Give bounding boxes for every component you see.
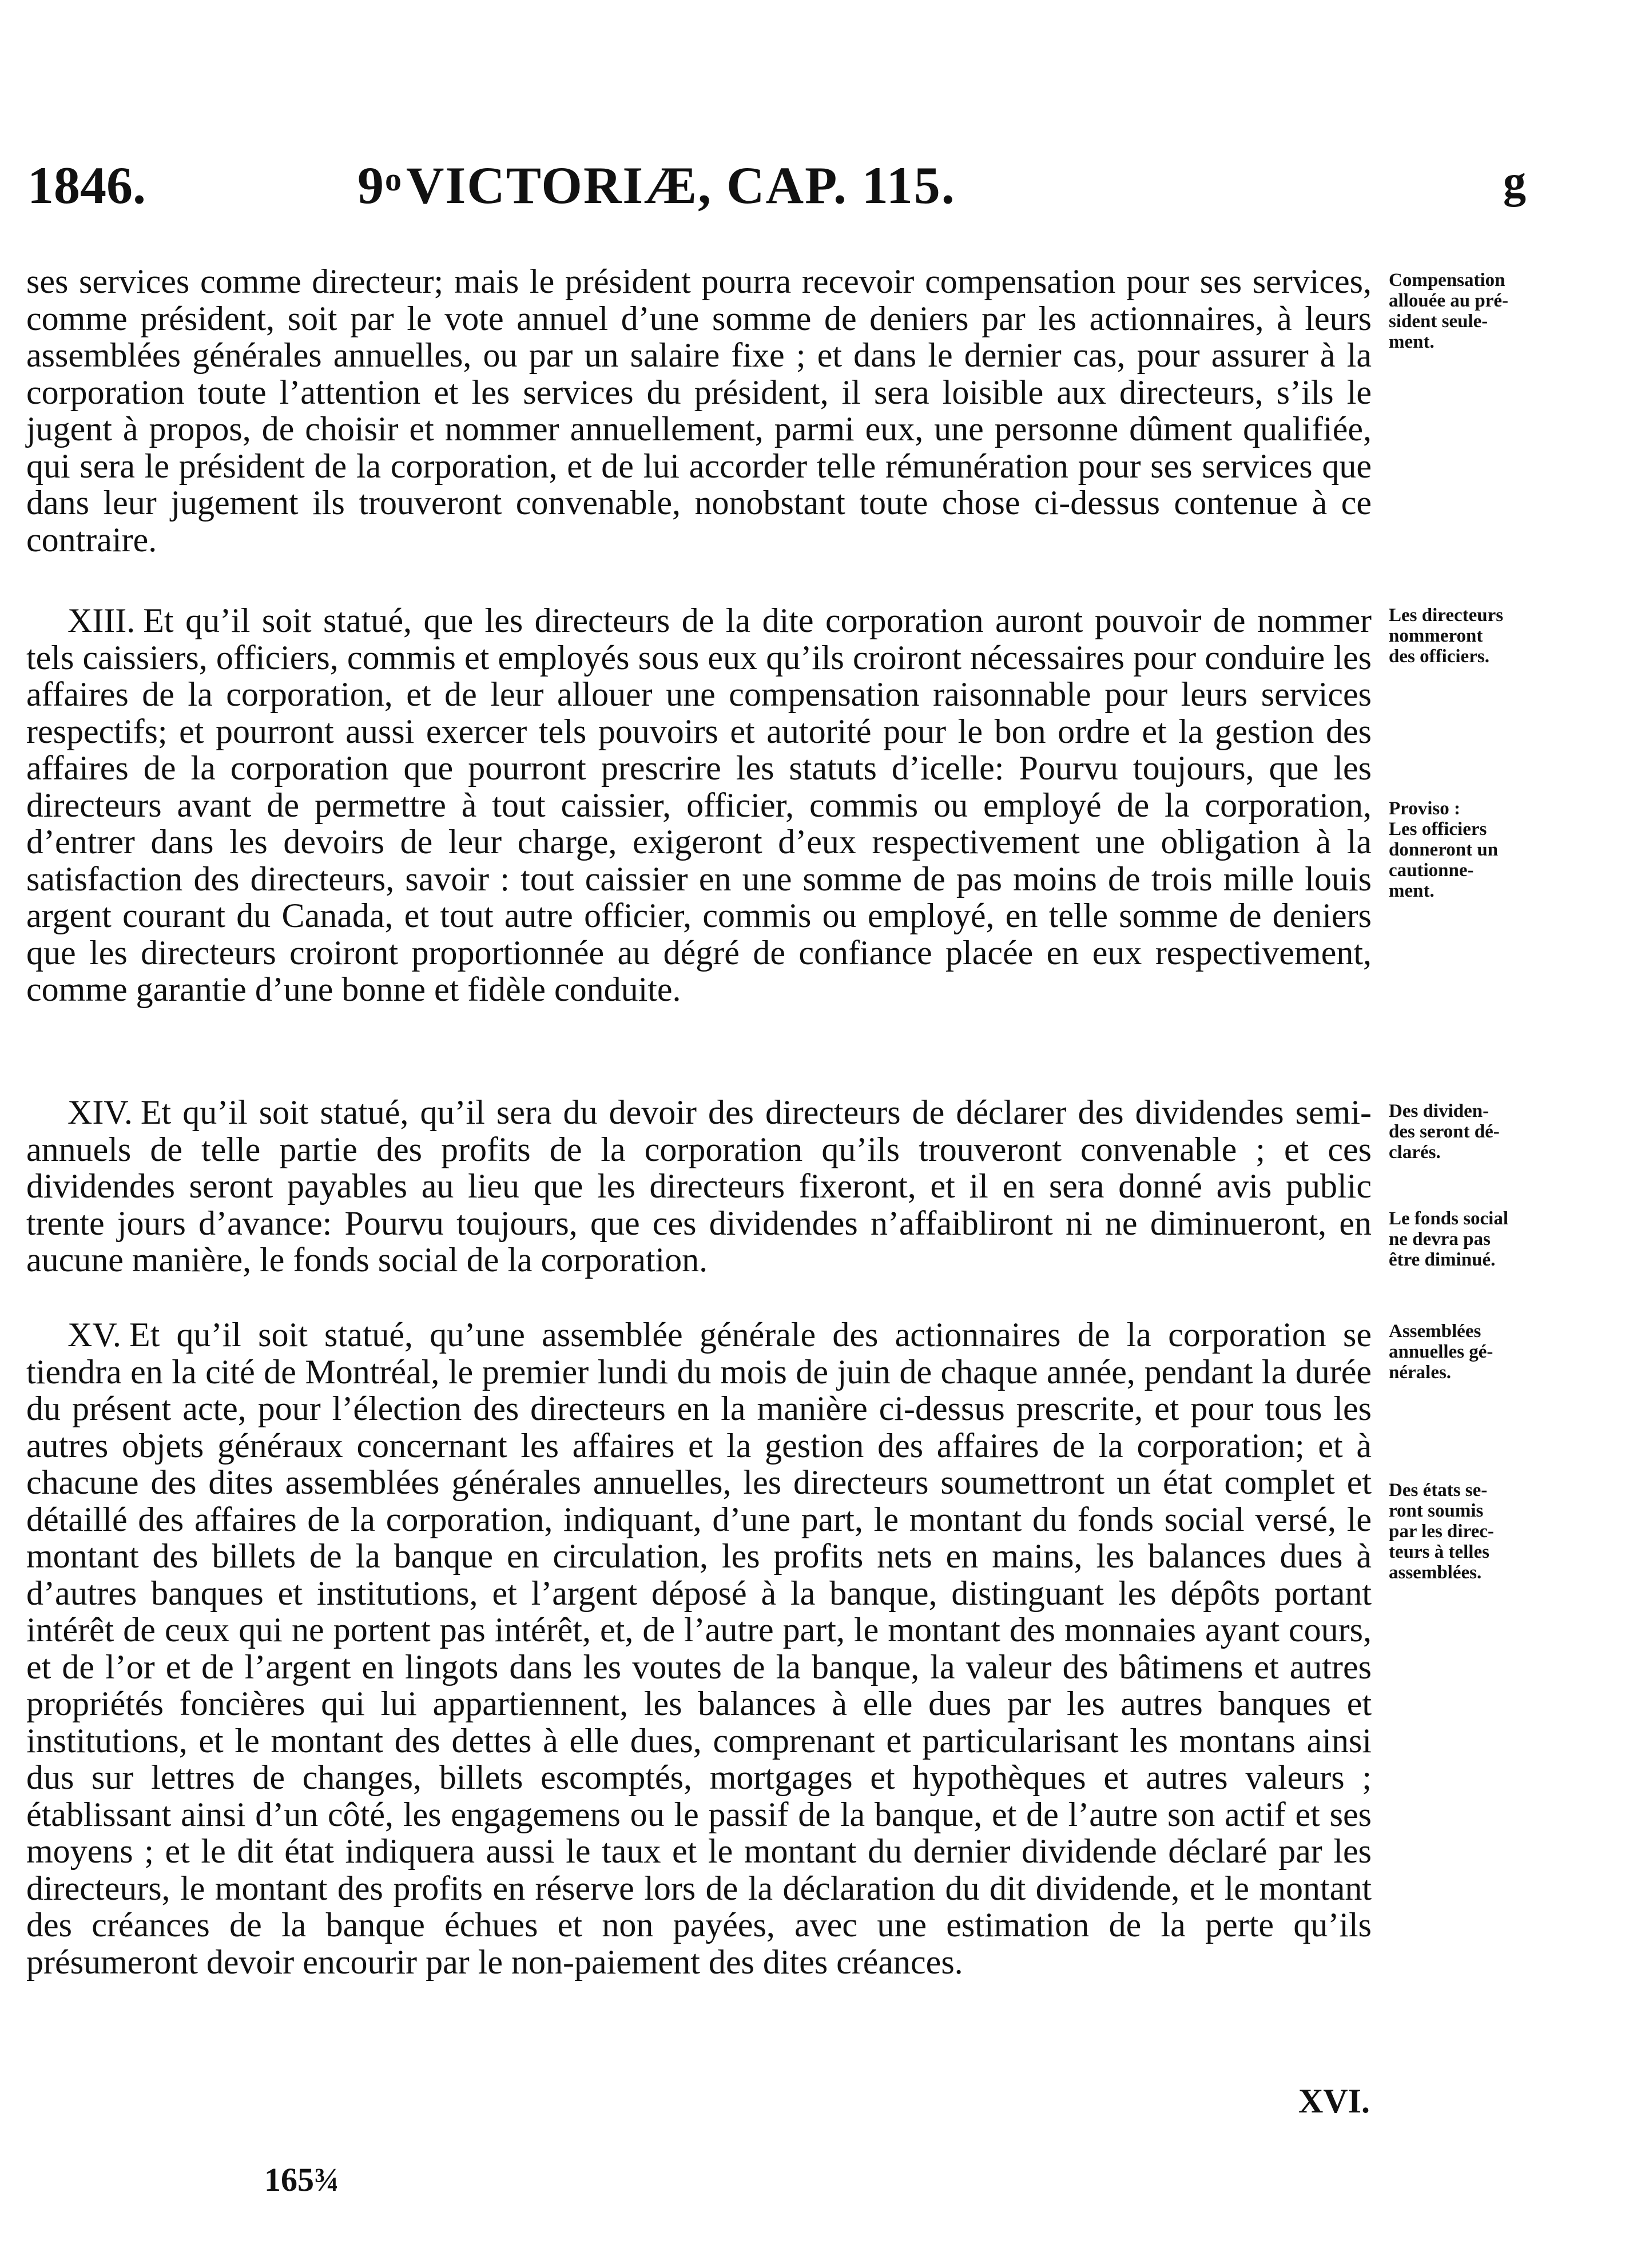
section-xiii xyxy=(26,602,1372,1008)
margin-note-compensation: Compensation allouée au pré- sident seule- ment. xyxy=(1389,270,1508,352)
section-text: Et qu’il soit statué, que les directeurs de la dite corporation auront pouvoir de nommer tels caissiers, officiers, commis et employés sous eux qu’ils croiront nécessaires pour conduire les affaires de la corporation, et de leur allouer une compensation raisonnable pour leurs services respectifs; et pourront aussi exercer tels pouvoirs et autorité pour le bon ordre et la gestion des affaires de la corporation que pourront prescrire les statuts d’icelle: Pourvu toujours, que les directeurs avant de permettre à tout caissier, officier, commis ou employé de la corporation, d’entrer dans les devoirs de leur charge, exigeront d’eux respectivement une obligation à la satisfaction des directeurs, savoir : tout caissier en une somme de pas moins de trois mille louis argent courant du Canada, et tout autre officier, commis ou employé, en telle somme de deniers que les directeurs croiront proportionnée au dégré de confiance placée en eux respectivement, comme garantie d’une bonne et fidèle conduite. xyxy=(26,602,1372,1008)
catchword: XVI. xyxy=(1298,2082,1370,2120)
section-text: Et qu’il soit statué, qu’une assemblée générale des actionnaires de la corporation se tiendra en la cité de Montréal, le premier lundi du mois de juin de chaque année, pendant la durée du présent acte, pour l’élection des directeurs en la manière ci-dessus prescrite, et pour tous les autres objets généraux concernant les affaires et la gestion des affaires de la corporation; et à chacune des dites assemblées générales annuelles, les directeurs soumettront un état complet et détaillé des affaires de la corporation, indiquant, d’une part, le montant du fonds social versé, le montant des billets de la banque en circulation, les profits nets en mains, les balances dues à d’autres banques et institutions, et l’argent déposé à la banque, distinguant les dépôts portant intérêt de ceux qui ne portent pas intérêt, et, de l’autre part, le montant des monnaies ayant cours, et de l’or et de l’argent en lingots dans les voutes de la banque, la valeur des bâtimens et autres propriétés foncières qui lui appartiennent, les balances à elle dues par les autres banques et institutions, et le montant des dettes à elle dues, comprenant et particularisant les montans ainsi dus sur lettres de changes, billets escomptés, mortgages et hypothèques et autres valeurs ; établissant ainsi d’un côté, les engagemens ou le passif de la banque, et de l’autre son actif et ses moyens ; et le dit état indiquera aussi le taux et le montant du dernier dividende déclaré par les directeurs, le montant des profits en réserve lors de la déclaration du dit dividende, et le montant des créances de la banque échues et non payées, avec une estimation de la perte qu’ils présumeront devoir encourir par le non-paiement des dites créances. xyxy=(26,1316,1372,1981)
section-number: XV. xyxy=(67,1316,121,1354)
signature-mark: 165¾ xyxy=(264,2161,339,2198)
section-xiv xyxy=(26,1094,1372,1279)
section-text: Et qu’il soit statué, qu’il sera du devoir des directeurs de déclarer des dividendes semi-annuels de telle partie des profits de la corporation qu’ils trouveront convenable ; et ces dividendes seront payables au lieu que les directeurs fixeront, et il en sera donné avis public trente jours d’avance: Pourvu toujours, que ces dividendes n’affaibliront ni ne diminueront, en aucune manière, le fonds social de la corporation. xyxy=(26,1093,1372,1279)
margin-note-proviso: Proviso : Les officiers donneront un cautionne- ment. xyxy=(1389,798,1499,901)
header-regnal-suffix: o xyxy=(385,161,403,198)
margin-note-directeurs: Les directeurs nommeront des officiers. xyxy=(1389,605,1504,667)
header-year: 1846. xyxy=(27,156,146,214)
margin-note-fonds-social: Le fonds social ne devra pas être diminué. xyxy=(1389,1208,1509,1270)
margin-note-dividendes: Des dividen- des seront dé- clarés. xyxy=(1389,1101,1500,1163)
section-xv xyxy=(26,1316,1372,1980)
margin-note-etats: Des états se- ront soumis par les direc- teurs à telles assemblées. xyxy=(1389,1480,1494,1583)
header-title-text: VICTORIÆ, CAP. 115. xyxy=(406,156,956,214)
header-page-number: g xyxy=(1503,157,1526,207)
paragraph-text: ses services comme directeur; mais le président pourra recevoir compensation pour ses services, comme président, soit par le vote annuel d’une somme de deniers par les actionnaires, à leurs assemblées générales annuelles, ou par un salaire fixe ; et dans le dernier cas, pour assurer à la corporation toute l’attention et les services du président, il sera loisible aux directeurs, s’ils le jugent à propos, de choisir et nommer annuellement, parmi eux, une personne dûment qualifiée, qui sera le président de la corporation, et de lui accorder telle rémunération pour ses services que dans leur jugement ils trouveront convenable, nonobstant toute chose ci-dessus contenue à ce contraire. xyxy=(26,262,1372,559)
paragraph-continuation xyxy=(26,263,1372,558)
header-regnal-number: 9 xyxy=(357,156,385,214)
section-number: XIII. xyxy=(67,602,136,639)
section-number: XIV. xyxy=(67,1093,133,1131)
header-title xyxy=(357,156,956,214)
margin-note-assemblees: Assemblées annuelles gé- nérales. xyxy=(1389,1321,1493,1383)
